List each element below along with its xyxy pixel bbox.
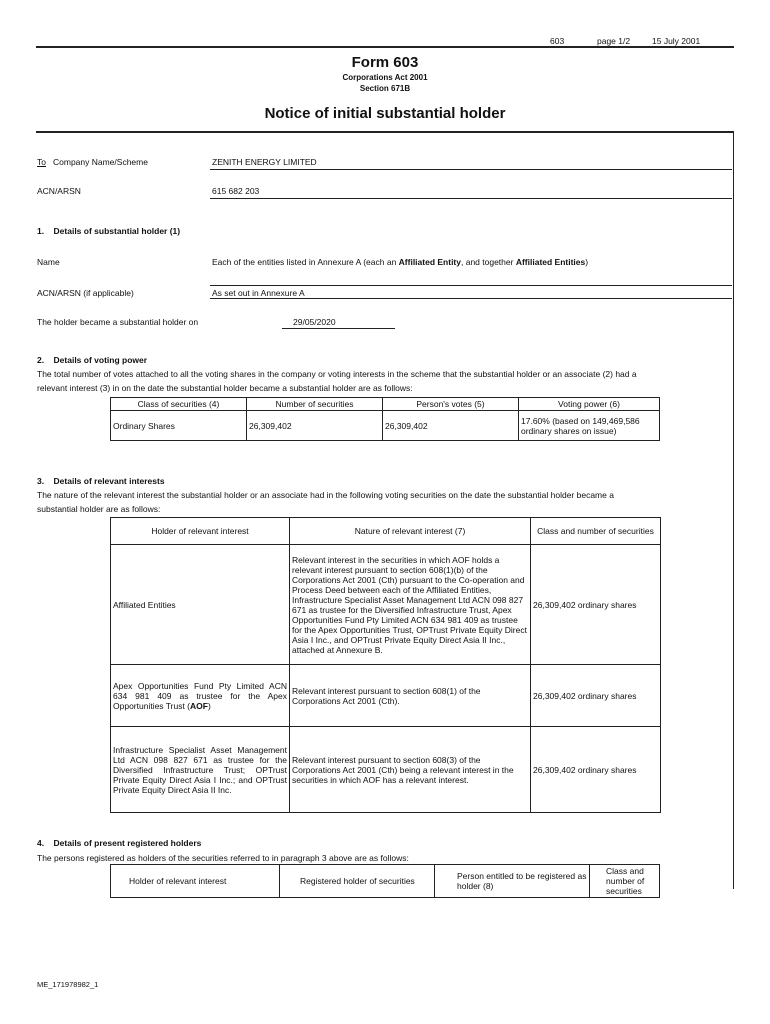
holder-date-underline [282, 328, 395, 329]
act-subtitle: Corporations Act 2001 [342, 73, 428, 82]
page-indicator: page 1/2 [597, 36, 631, 46]
col-class-number: Class and number of securities [590, 865, 660, 898]
affiliated-entities-term: Affiliated Entities [515, 257, 586, 267]
holder-name-text-3: ) [585, 257, 589, 267]
holder-name-value [212, 257, 588, 267]
form-title: Form 603 [351, 54, 419, 71]
section4-intro: The persons registered as holders of the securities referred to in paragraph 3 above are as follows: [37, 853, 409, 863]
holder-acn-underline [210, 285, 732, 286]
section3-intro-line1: The nature of the relevant interest the substantial holder or an associate had in the following voting securities on the date the substantial holder became a [37, 490, 614, 500]
section2-heading: 2. Details of voting power [37, 355, 148, 365]
holder-date-label: The holder became a substantial holder on [37, 317, 199, 327]
class-cell: Ordinary Shares [111, 411, 247, 441]
section4-heading: 4. Details of present registered holders [37, 838, 202, 848]
company-acn-label: ACN/ARSN [37, 186, 81, 196]
company-acn-value: 615 682 203 [212, 186, 260, 196]
title-rule [36, 131, 734, 133]
to-label: To [37, 157, 46, 167]
col-person-entitled: Person entitled to be registered as holder (8) [435, 865, 590, 898]
section1-heading: 1. Details of substantial holder (1) [37, 226, 181, 236]
col-nature: Nature of relevant interest (7) [290, 518, 531, 545]
col-holder: Holder of relevant interest [111, 865, 280, 898]
table-header-row [111, 518, 661, 545]
holder-name-label: Name [37, 257, 60, 267]
holder-acn-label: ACN/ARSN (if applicable) [37, 288, 134, 298]
nature-cell: Relevant interest pursuant to section 608(3) of the Corporations Act 2001 (Cth) being a relevant interest in the securities in which AOF has a relevant interest. [290, 727, 531, 813]
table-header-row [111, 865, 660, 898]
section-subtitle: Section 671B [359, 84, 411, 93]
voting-power-cell: 17.60% (based on 149,469,586 ordinary shares on issue) [519, 411, 660, 441]
section3-intro-line2: substantial holder are as follows: [37, 504, 161, 514]
holder-name-text-1: Each of the entities listed in Annexure A (each an [212, 257, 399, 267]
nature-cell: Relevant interest pursuant to section 608(1) of the Corporations Act 2001 (Cth). [290, 665, 531, 727]
class-cell: 26,309,402 ordinary shares [531, 727, 661, 813]
form-date: 15 July 2001 [652, 36, 701, 46]
aof-term: AOF [190, 700, 208, 711]
holder-acn-underline-2 [210, 298, 732, 299]
col-holder: Holder of relevant interest [111, 518, 290, 545]
holder-acn-value: As set out in Annexure A [212, 288, 305, 298]
col-number-of-securities: Number of securities [247, 398, 383, 411]
section2-intro-line1: The total number of votes attached to all the voting shares in the company or voting interests in the scheme that the substantial holder or an associate (2) had a [37, 369, 637, 379]
company-name-underline [210, 169, 732, 170]
holder-date-value: 29/05/2020 [293, 317, 336, 327]
affiliated-entity-term: Affiliated Entity [398, 257, 461, 267]
col-voting-power: Voting power (6) [519, 398, 660, 411]
class-cell: 26,309,402 ordinary shares [531, 665, 661, 727]
relevant-interests-table [110, 517, 661, 813]
section2-intro-line2: relevant interest (3) in on the date the substantial holder became a substantial holder are as follows: [37, 383, 413, 393]
col-class-number: Class and number of securities [531, 518, 661, 545]
section3-heading: 3. Details of relevant interests [37, 476, 165, 486]
number-cell: 26,309,402 [247, 411, 383, 441]
col-class-of-securities: Class of securities (4) [111, 398, 247, 411]
table-row [111, 545, 661, 665]
col-persons-votes: Person's votes (5) [383, 398, 519, 411]
registered-holders-table [110, 864, 660, 898]
table-row [111, 665, 661, 727]
voting-power-table [110, 397, 660, 441]
notice-title: Notice of initial substantial holder [264, 105, 506, 122]
col-registered-holder: Registered holder of securities [280, 865, 435, 898]
votes-cell: 26,309,402 [383, 411, 519, 441]
holder-cell [111, 665, 290, 727]
form-number: 603 [550, 36, 565, 46]
nature-cell: Relevant interest in the securities in which AOF holds a relevant interest pursuant to section 608(1)(b) of the Corporations Act 2001 (Cth) pursuant to the Co-operation and Process Deed between each of the Affiliated Entities, Infrastructure Specialist Asset Management Ltd ACN 098 827 671 as trustee for the Diversified Infrastructure Trust, Apex Opportunities Fund Pty Limited ACN 634 981 409 as trustee for the Apex Opportunities Trust, OPTrust Private Equity Direct Asia I Inc., and OPTrust Private Equity Direct Asia II Inc., attached at Annexure B. [290, 545, 531, 665]
company-acn-underline [210, 198, 732, 199]
company-name-label: Company Name/Scheme [53, 157, 148, 167]
document-reference: ME_171978982_1 [37, 980, 99, 989]
right-margin-rule [733, 131, 734, 889]
header-rule [36, 46, 734, 48]
holder-cell: Affiliated Entities [111, 545, 290, 665]
table-row [111, 727, 661, 813]
company-name-value: ZENITH ENERGY LIMITED [212, 157, 317, 167]
aof-holder-close: ) [207, 700, 211, 711]
aof-holder-text: Apex Opportunities Fund Pty Limited ACN 634 981 409 as trustee for the Apex Opportunities Trust ( [113, 680, 287, 711]
table-row [111, 411, 660, 441]
class-cell: 26,309,402 ordinary shares [531, 545, 661, 665]
table-header-row [111, 398, 660, 411]
holder-cell: Infrastructure Specialist Asset Management Ltd ACN 098 827 671 as trustee for the Diversified Infrastructure Trust; OPTrust Private Equity Direct Asia I Inc.; and OPTrust Private Equity Direct Asia II Inc. [111, 727, 290, 813]
holder-name-text-2: , and together [461, 257, 516, 267]
